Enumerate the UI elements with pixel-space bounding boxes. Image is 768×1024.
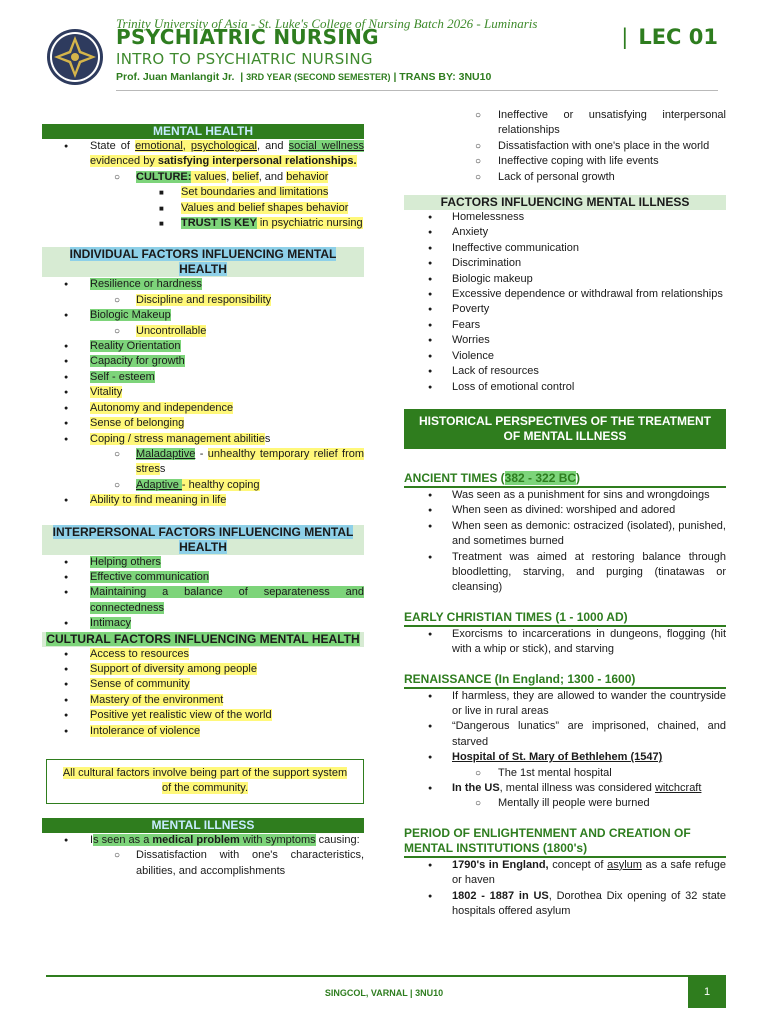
list-item: ■ Set boundaries and limitations — [42, 185, 364, 200]
list-item: ● State of emotional, psychological, and social wellness evidenced by satisfying interpersonal relationships. — [42, 139, 364, 170]
enlightenment-list — [404, 858, 726, 920]
individual-factors-list — [42, 277, 364, 508]
list-item: ● Anxiety — [404, 225, 726, 240]
list-item: ○ Discipline and responsibility — [42, 293, 364, 308]
list-item: ● Autonomy and independence — [42, 401, 364, 416]
mental-health-list — [42, 139, 364, 231]
right-column — [404, 108, 726, 919]
list-item: ○ Maladaptive - unhealthy temporary relief from stress — [42, 447, 364, 478]
list-item: ● 1802 - 1887 in US, Dorothea Dix opening of 32 state hospitals offered asylum — [404, 889, 726, 920]
interpersonal-factors-list — [42, 555, 364, 632]
list-item: ● Capacity for growth — [42, 354, 364, 369]
list-item: ○ The 1st mental hospital — [404, 766, 726, 781]
section-heading-cultural-factors: CULTURAL FACTORS INFLUENCING MENTAL HEALTH — [42, 632, 364, 647]
list-item: ● In the US, mental illness was considered witchcraft — [404, 781, 726, 796]
document-subtitle: INTRO TO PSYCHIATRIC NURSING — [116, 50, 373, 68]
list-item: ● Worries — [404, 333, 726, 348]
renaissance-list — [404, 689, 726, 812]
list-item: ● Lack of resources — [404, 364, 726, 379]
era-heading-early-christian: EARLY CHRISTIAN TIMES (1 - 1000 AD) — [404, 610, 726, 627]
mental-illness-list — [42, 833, 364, 879]
list-item: ● Effective communication — [42, 570, 364, 585]
ancient-times-list — [404, 488, 726, 596]
page-number: 1 — [688, 977, 726, 1008]
header-divider — [116, 90, 718, 91]
trans-by: | TRANS BY: 3NU10 — [393, 71, 492, 83]
list-item: ● Hospital of St. Mary of Bethlehem (1547) — [404, 750, 726, 765]
year-level: 3RD YEAR (SECOND SEMESTER) — [246, 72, 391, 82]
era-heading-ancient: ANCIENT TIMES (382 - 322 BC) — [404, 471, 726, 488]
list-item: ● When seen as divined: worshiped and adored — [404, 503, 726, 518]
list-item: ● Excessive dependence or withdrawal from relationships — [404, 287, 726, 302]
footer-divider — [46, 975, 726, 977]
list-item: ● Discrimination — [404, 256, 726, 271]
list-item: ● Homelessness — [404, 210, 726, 225]
list-item: ● Support of diversity among people — [42, 662, 364, 677]
list-item: ○ Mentally ill people were burned — [404, 796, 726, 811]
lec-separator: | — [621, 25, 629, 49]
list-item: ● Access to resources — [42, 647, 364, 662]
list-item: ● Self - esteem — [42, 370, 364, 385]
list-item: ● Ability to find meaning in life — [42, 493, 364, 508]
list-item: ● Exorcisms to incarcerations in dungeons, flogging (hit with a whip or stick), and starving — [404, 627, 726, 658]
factors-mental-illness-list — [404, 210, 726, 395]
era-heading-renaissance: RENAISSANCE (In England; 1300 - 1600) — [404, 672, 726, 689]
list-item: ○ Ineffective coping with life events — [404, 154, 726, 169]
list-item: ○ CULTURE: values, belief, and behavior — [42, 170, 364, 185]
list-item: ● Coping / stress management abilities — [42, 432, 364, 447]
section-heading-factors-mental-illness: FACTORS INFLUENCING MENTAL ILLNESS — [404, 195, 726, 210]
list-item: ● Vitality — [42, 385, 364, 400]
section-heading-interpersonal-factors: INTERPERSONAL FACTORS INFLUENCING MENTAL HEALTH — [42, 525, 364, 555]
list-item: ● Was seen as a punishment for sins and wrongdoings — [404, 488, 726, 503]
list-item: ● Intolerance of violence — [42, 724, 364, 739]
list-item: ○ Lack of personal growth — [404, 170, 726, 185]
list-item: ● Biologic Makeup — [42, 308, 364, 323]
section-heading-historical-perspectives: HISTORICAL PERSPECTIVES OF THE TREATMENT OF MENTAL ILLNESS — [404, 409, 726, 449]
list-item: ■ TRUST IS KEY in psychiatric nursing — [42, 216, 364, 231]
list-item: ● When seen as demonic: ostracized (isolated), punished, and sometimes burned — [404, 519, 726, 550]
list-item: ○ Dissatisfaction with one's place in the world — [404, 139, 726, 154]
list-item: ● Biologic makeup — [404, 272, 726, 287]
list-item: ● “Dangerous lunatics” are imprisoned, chained, and starved — [404, 719, 726, 750]
list-item: ● Intimacy — [42, 616, 364, 631]
list-item: ● 1790's in England, concept of asylum as a safe refuge or haven — [404, 858, 726, 889]
list-item: ● Poverty — [404, 302, 726, 317]
header-meta — [116, 70, 491, 85]
list-item: ● Is seen as a medical problem with symptoms causing: — [42, 833, 364, 848]
list-item: ● If harmless, they are allowed to wander the countryside or live in rural areas — [404, 689, 726, 720]
footer-author: SINGCOL, VARNAL | 3NU10 — [324, 988, 444, 998]
mental-illness-continued-list — [404, 108, 726, 185]
note-box: All cultural factors involve being part of the support system of the community. — [46, 759, 364, 804]
lecture-number: | LEC 01 — [621, 25, 718, 49]
list-item: ● Resilience or hardness — [42, 277, 364, 292]
section-heading-individual-factors: INDIVIDUAL FACTORS INFLUENCING MENTAL HEALTH — [42, 247, 364, 277]
list-item: ● Violence — [404, 349, 726, 364]
list-item: ● Sense of community — [42, 677, 364, 692]
list-item: ○ Uncontrollable — [42, 324, 364, 339]
list-item: ● Sense of belonging — [42, 416, 364, 431]
document-title: PSYCHIATRIC NURSING — [116, 25, 379, 49]
left-column — [42, 112, 364, 879]
list-item: ■ Values and belief shapes behavior — [42, 201, 364, 216]
list-item: ● Helping others — [42, 555, 364, 570]
list-item: ○ Dissatisfaction with one's characteristics, abilities, and accomplishments — [42, 848, 364, 879]
list-item: ● Fears — [404, 318, 726, 333]
list-item: ○ Adaptive - healthy coping — [42, 478, 364, 493]
list-item: ● Treatment was aimed at restoring balance through bloodletting, starving, and purging (tinatawas or cleansing) — [404, 550, 726, 596]
university-seal-icon — [46, 28, 104, 86]
list-item: ● Reality Orientation — [42, 339, 364, 354]
list-item: ● Maintaining a balance of separateness and connectedness — [42, 585, 364, 616]
institution-line: Trinity University of Asia - St. Luke's College of Nursing Batch 2026 - Luminaris — [116, 16, 538, 31]
section-heading-mental-illness: MENTAL ILLNESS — [42, 818, 364, 833]
early-christian-list — [404, 627, 726, 658]
era-heading-enlightenment: PERIOD OF ENLIGHTENMENT AND CREATION OF MENTAL INSTITUTIONS (1800's) — [404, 826, 726, 858]
list-item: ● Ineffective communication — [404, 241, 726, 256]
list-item: ○ Ineffective or unsatisfying interpersonal relationships — [404, 108, 726, 139]
professor-name: Prof. Juan Manlangit Jr. — [116, 71, 235, 83]
list-item: ● Mastery of the environment — [42, 693, 364, 708]
cultural-factors-list — [42, 647, 364, 739]
list-item: ● Positive yet realistic view of the world — [42, 708, 364, 723]
meta-separator: | — [240, 71, 244, 83]
section-heading-mental-health: MENTAL HEALTH — [42, 124, 364, 139]
list-item: ● Loss of emotional control — [404, 380, 726, 395]
